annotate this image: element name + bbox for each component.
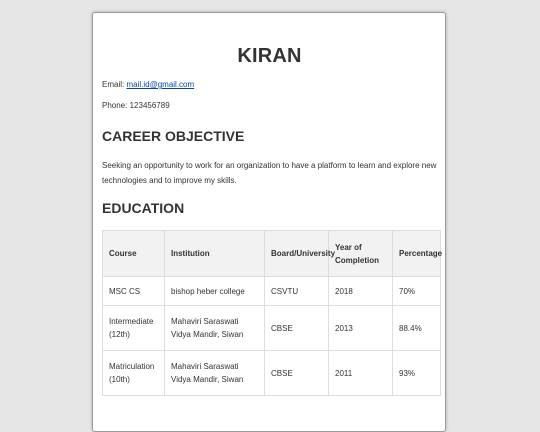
table-header-row	[103, 231, 441, 277]
column-header-percentage: Percentage	[393, 231, 441, 277]
phone-line	[102, 101, 437, 111]
email-label: Email:	[102, 80, 125, 89]
career-objective-heading: CAREER OBJECTIVE	[102, 128, 245, 144]
email-line	[102, 80, 437, 90]
column-header-course: Course	[103, 231, 165, 277]
cell-percentage: 88.4%	[393, 306, 441, 351]
cell-year: 2013	[329, 306, 393, 351]
column-header-board: Board/University	[265, 231, 329, 277]
cell-percentage: 70%	[393, 277, 441, 306]
resume-name: KIRAN	[237, 45, 302, 67]
cell-year: 2011	[329, 351, 393, 396]
resume-page	[92, 12, 446, 432]
cell-institution: Mahaviri Saraswati Vidya Mandir, Siwan	[165, 306, 265, 351]
education-heading: EDUCATION	[102, 200, 185, 216]
cell-percentage: 93%	[393, 351, 441, 396]
cell-institution: Mahaviri Saraswati Vidya Mandir, Siwan	[165, 351, 265, 396]
cell-board: CSVTU	[265, 277, 329, 306]
cell-board: CBSE	[265, 351, 329, 396]
column-header-institution: Institution	[165, 231, 265, 277]
phone-value: 123456789	[129, 101, 170, 110]
email-link[interactable]: mail.id@gmail.com	[126, 80, 195, 89]
career-objective-text: Seeking an opportunity to work for an organization to have a platform to learn and explore new technologies and to improve my skills.	[102, 161, 437, 185]
cell-institution: bishop heber college	[165, 277, 265, 306]
phone-label: Phone:	[102, 101, 128, 110]
table-row	[103, 306, 441, 351]
education-table	[102, 230, 441, 396]
cell-year: 2018	[329, 277, 393, 306]
cell-board: CBSE	[265, 306, 329, 351]
cell-course: Matriculation (10th)	[103, 351, 165, 396]
cell-course: Intermediate (12th)	[103, 306, 165, 351]
table-row	[103, 351, 441, 396]
cell-course: MSC CS	[103, 277, 165, 306]
table-row	[103, 277, 441, 306]
column-header-year: Year of Completion	[329, 231, 393, 277]
